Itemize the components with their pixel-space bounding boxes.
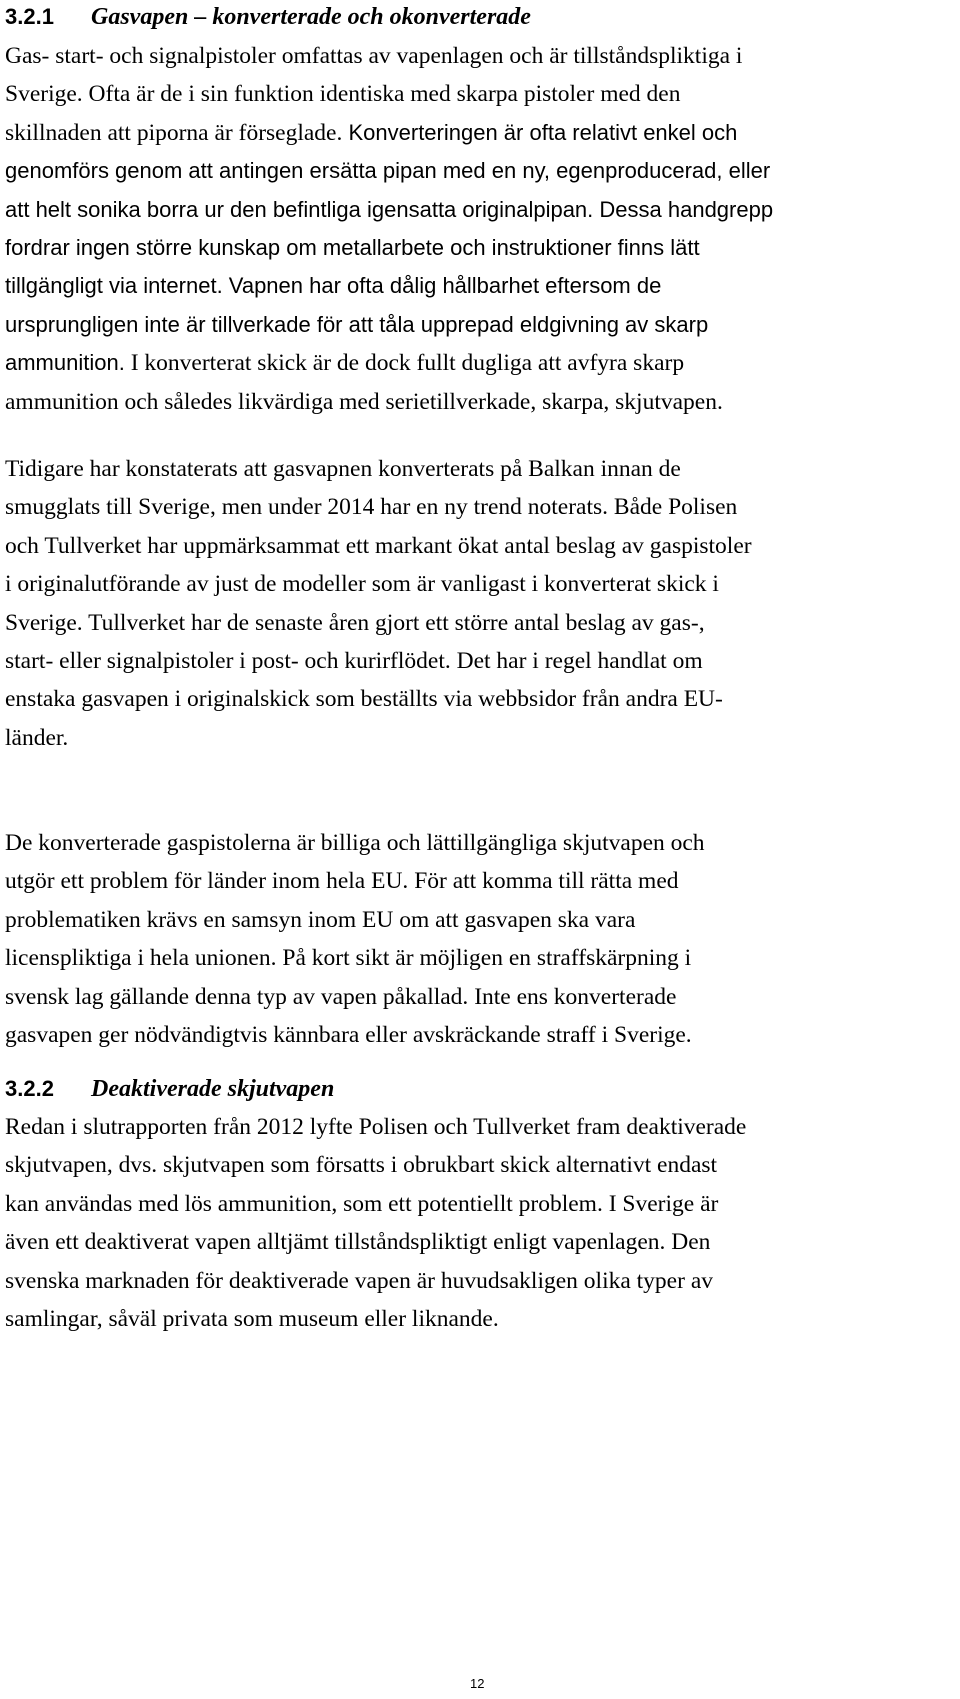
text-line: Tidigare har konstaterats att gasvapnen konverterats på Balkan innan de [5, 456, 681, 482]
section-heading-3-2-1 [5, 0, 531, 34]
section-number: 3.2.1 [5, 4, 54, 29]
text-line: samlingar, såväl privata som museum eller liknande. [5, 1305, 499, 1332]
text-line: även ett deaktiverat vapen alltjämt tillståndspliktigt enligt vapenlagen. Den [5, 1229, 711, 1256]
page-number: 12 [470, 1676, 485, 1691]
text-line: svensk lag gällande denna typ av vapen påkallad. Inte ens konverterade [5, 983, 677, 1010]
text-line: tillgängligt via internet. Vapnen har ofta dålig hållbarhet eftersom de [5, 273, 662, 299]
text-line: Sverige. Tullverket har de senaste åren gjort ett större antal beslag av gas-, [5, 609, 705, 636]
section-number: 3.2.2 [5, 1076, 54, 1101]
text-line: skillnaden att piporna är förseglade. Konverteringen är ofta relativt enkel och [5, 119, 738, 146]
text-line: fordrar ingen större kunskap om metallarbete och instruktioner finns lätt [5, 234, 700, 260]
text-line: problematiken krävs en samsyn inom EU om att gasvapen ska vara [5, 906, 636, 933]
paragraph-gas-pistols [5, 37, 773, 421]
text-line: Sverige. Ofta är de i sin funktion identiska med skarpa pistoler med den [5, 81, 681, 108]
paragraph-smuggling-trend [5, 450, 752, 757]
text-line: ursprungligen inte är tillverkade för att tåla upprepad eldgivning av skarp [5, 311, 709, 337]
text-line: Redan i slutrapporten från 2012 lyfte Polisen och Tullverket fram deaktiverade [5, 1114, 747, 1140]
section-title: Gasvapen – konverterade och okonverterade [91, 4, 531, 30]
text-line: De konverterade gaspistolerna är billiga och lättillgängliga skjutvapen och [5, 830, 705, 856]
paragraph-eu-problem [5, 824, 705, 1054]
text-line: i originalutförande av just de modeller som är vanligast i konverterat skick i [5, 571, 719, 598]
section-title: Deaktiverade skjutvapen [91, 1076, 335, 1102]
text-line: att helt sonika borra ur den befintliga igensatta originalpipan. Dessa handgrepp [5, 196, 774, 222]
paragraph-deactivated-weapons [5, 1108, 746, 1338]
text-line: ammunition. I konverterat skick är de dock fullt dugliga att avfyra skarp [5, 350, 685, 377]
text-line: gasvapen ger nödvändigtvis kännbara eller avskräckande straff i Sverige. [5, 1021, 692, 1048]
section-heading-3-2-2 [5, 1072, 334, 1106]
text-line: enstaka gasvapen i originalskick som beställts via webbsidor från andra EU- [5, 686, 723, 713]
text-line: genomförs genom att antingen ersätta pipan med en ny, egenproducerad, eller [5, 158, 771, 184]
text-line: Gas- start- och signalpistoler omfattas av vapenlagen och är tillståndspliktiga i [5, 43, 743, 69]
text-line: licenspliktiga i hela unionen. På kort sikt är möjligen en straffskärpning i [5, 945, 692, 972]
text-line: och Tullverket har uppmärksammat ett markant ökat antal beslag av gaspistoler [5, 532, 752, 559]
text-line: utgör ett problem för länder inom hela EU. För att komma till rätta med [5, 868, 679, 895]
text-line: kan användas med lös ammunition, som ett potentiellt problem. I Sverige är [5, 1190, 719, 1217]
text-line: smugglats till Sverige, men under 2014 har en ny trend noterats. Både Polisen [5, 494, 738, 521]
text-line: ammunition och således likvärdiga med serietillverkade, skarpa, skjutvapen. [5, 388, 723, 415]
text-line: länder. [5, 724, 69, 751]
text-line: svenska marknaden för deaktiverade vapen är huvudsakligen olika typer av [5, 1267, 713, 1294]
text-line: start- eller signalpistoler i post- och kurirflödet. Det har i regel handlat om [5, 647, 703, 674]
text-line: skjutvapen, dvs. skjutvapen som försatts i obrukbart skick alternativt endast [5, 1152, 718, 1179]
